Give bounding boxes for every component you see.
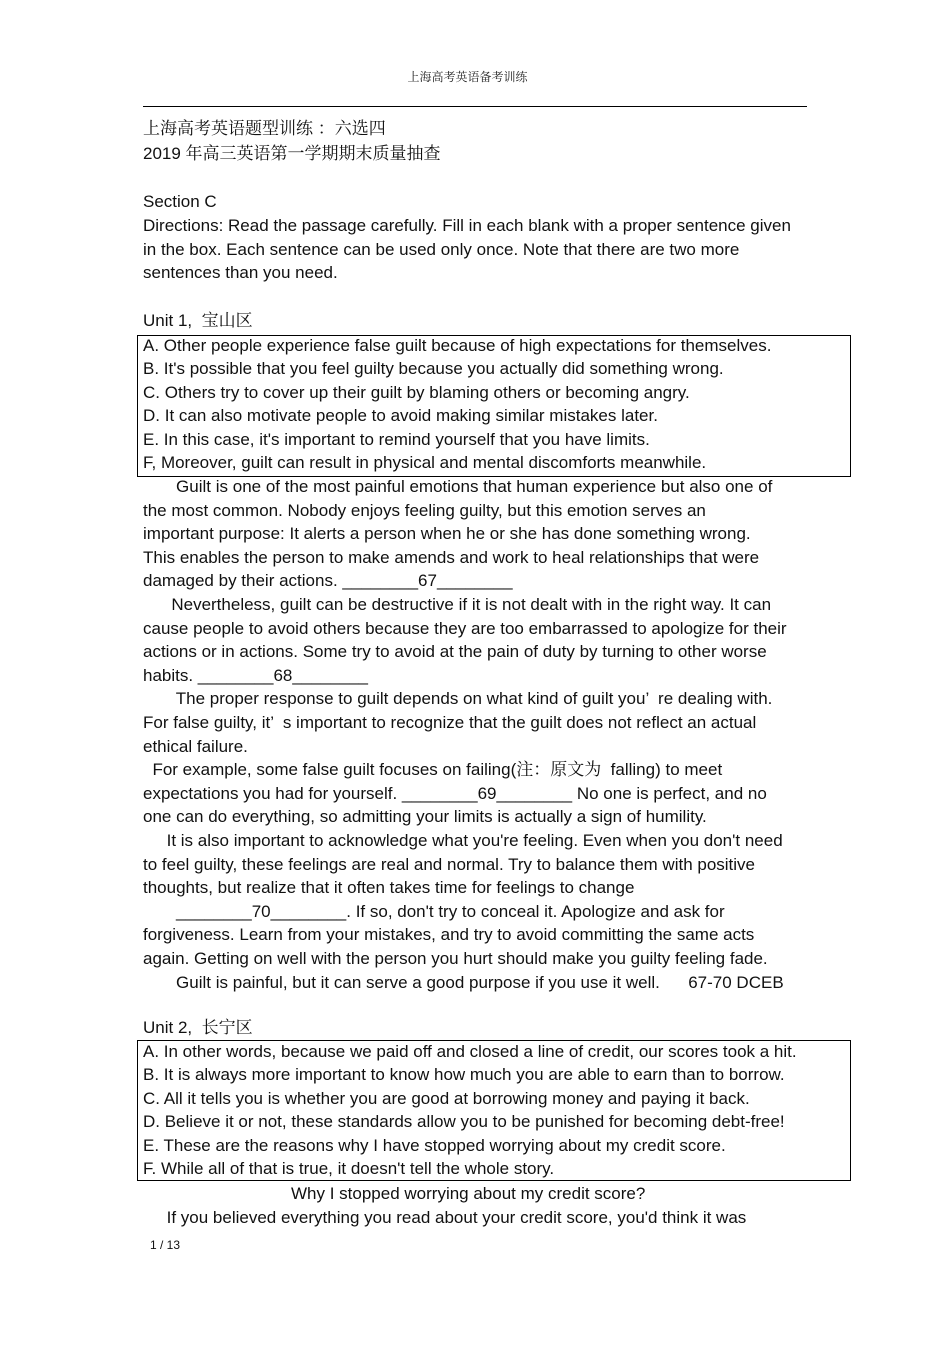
option-item: B. It's possible that you feel guilty because you actually did something wrong. [143, 359, 724, 379]
directions-line: in the box. Each sentence can be used only once. Note that there are two more [143, 239, 740, 259]
passage-line: ________70________. If so, don't try to conceal it. Apologize and ask for [143, 901, 725, 921]
option-item: A. Other people experience false guilt because of high expectations for themselves. [143, 336, 772, 355]
passage-line: damaged by their actions. ________67________ [143, 571, 513, 591]
directions-line: Directions: Read the passage carefully. Fill in each blank with a proper sentence given [143, 216, 791, 235]
passage-line: Guilt is one of the most painful emotions that human experience but also one of [143, 477, 773, 496]
passage-line: important purpose: It alerts a person when he or she has done something wrong. [143, 524, 751, 544]
option-item: C. All it tells you is whether you are good at borrowing money and paying it back. [143, 1088, 750, 1108]
passage-line: one can do everything, so admitting your limits is actually a sign of humility. [143, 807, 707, 827]
option-item: B. It is always more important to know how much you are able to earn than to borrow. [143, 1065, 785, 1085]
passage-title: Why I stopped worrying about my credit score? [291, 1184, 646, 1203]
option-item: E. These are the reasons why I have stopped worrying about my credit score. [143, 1135, 726, 1155]
option-item: A. In other words, because we paid off and closed a line of credit, our scores took a hit. [143, 1042, 797, 1061]
running-header: 上海高考英语备考训练 [407, 70, 528, 84]
option-item: E. In this case, it's important to remind yourself that you have limits. [143, 429, 650, 449]
passage-line: the most common. Nobody enjoys feeling guilty, but this emotion serves an [143, 500, 706, 520]
passage-line: habits. ________68________ [143, 665, 368, 685]
section-heading: Section C [143, 192, 217, 211]
passage-line: If you believed everything you read about your credit score, you'd think it was [143, 1208, 747, 1227]
header-rule [143, 106, 807, 107]
passage-line: actions or in actions. Some try to avoid at the pain of duty by turning to other worse [143, 642, 767, 662]
doc-subtitle: 2019 年高三英语第一学期期末质量抽查 [143, 144, 441, 163]
passage-line: Guilt is painful, but it can serve a good purpose if you use it well. 67-70 DCEB [143, 972, 784, 992]
passage-line: thoughts, but realize that it often takes time for feelings to change [143, 878, 635, 898]
option-item: F. While all of that is true, it doesn't tell the whole story. [143, 1159, 555, 1178]
option-item: D. Believe it or not, these standards allow you to be punished for becoming debt-free! [143, 1112, 785, 1132]
option-item: C. Others try to cover up their guilt by blaming others or becoming angry. [143, 382, 690, 402]
passage-line: forgiveness. Learn from your mistakes, and try to avoid committing the same acts [143, 925, 755, 945]
passage-line: This enables the person to make amends and work to heal relationships that were [143, 547, 760, 567]
passage-line: cause people to avoid others because they are too embarrassed to apologize for their [143, 618, 787, 638]
directions-line: sentences than you need. [143, 263, 338, 282]
unit-label: Unit 2, 长宁区 [143, 1018, 253, 1037]
passage-line: to feel guilty, these feelings are real and normal. Try to balance them with positive [143, 854, 756, 874]
passage-line: It is also important to acknowledge what you're feeling. Even when you don't need [143, 831, 783, 850]
doc-title: 上海高考英语题型训练 ：六选四 [143, 119, 386, 138]
page-number: 1 / 13 [150, 1238, 181, 1252]
passage-line: For example, some false guilt focuses on failing(注：原文为 falling) to meet [143, 760, 723, 780]
option-item: F, Moreover, guilt can result in physical and mental discomforts meanwhile. [143, 453, 707, 472]
passage-line: ethical failure. [143, 736, 248, 756]
option-item: D. It can also motivate people to avoid making similar mistakes later. [143, 406, 658, 426]
passage-line: For false guilty, it’ s important to recognize that the guilt does not reflect an actual [143, 713, 757, 732]
unit-label: Unit 1, 宝山区 [143, 311, 253, 330]
passage-line: The proper response to guilt depends on what kind of guilt you’ re dealing with. [143, 689, 773, 709]
passage-line: expectations you had for yourself. ________69________ No one is perfect, and no [143, 783, 767, 803]
passage-line: again. Getting on well with the person you hurt should make you guilty feeling fade. [143, 949, 768, 968]
passage-line: Nevertheless, guilt can be destructive if it is not dealt with in the right way. It can [143, 595, 772, 614]
